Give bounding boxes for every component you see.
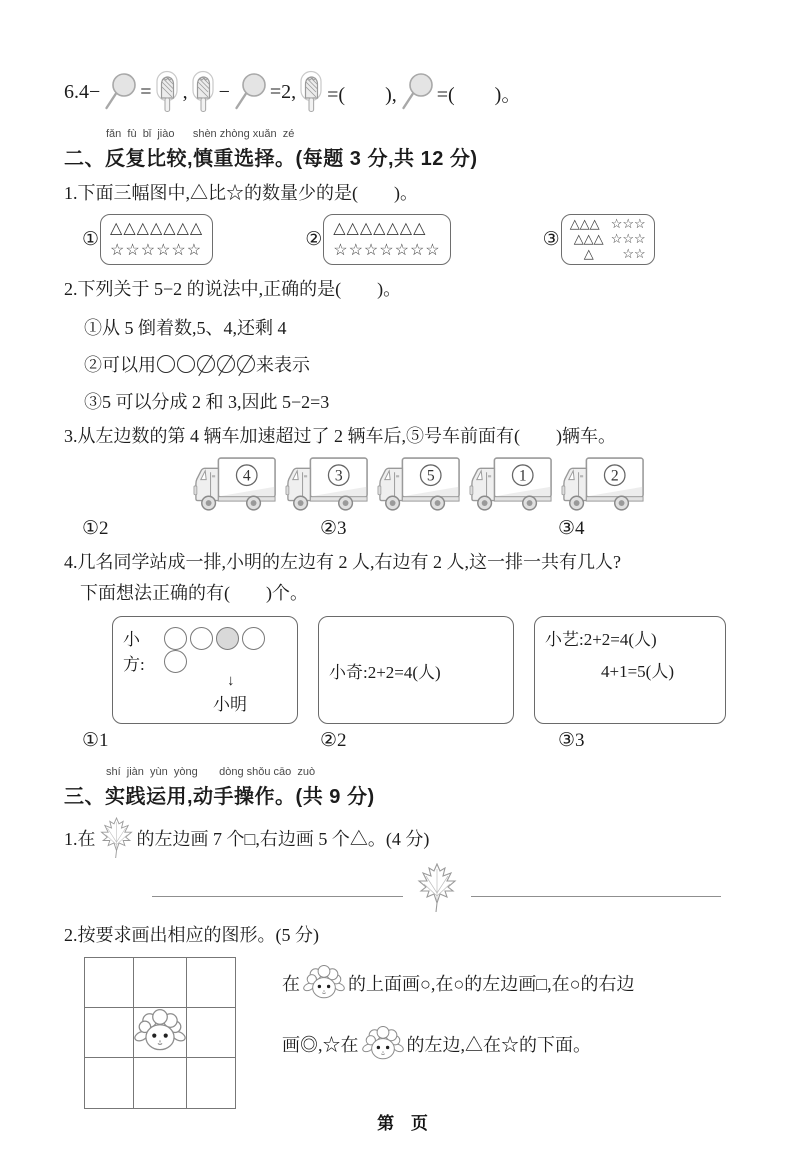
representation-circles xyxy=(156,355,256,375)
question-6 xyxy=(64,70,747,114)
q1-option-3 xyxy=(543,214,655,265)
xiaoqi-text: 小奇:2+2=4(人) xyxy=(329,662,441,682)
xiaoming-label: 小明 xyxy=(213,694,247,714)
option-number: ③ xyxy=(542,229,560,251)
grid-cell xyxy=(85,958,134,1008)
q2-statement-1: ①从 5 倒着数,5、4,还剩 4 xyxy=(84,318,287,339)
truck-icon xyxy=(284,455,370,512)
grid-cell xyxy=(187,1058,236,1108)
q4-line2: 下面想法正确的有( )个。 xyxy=(80,583,308,604)
popsicle-icon xyxy=(299,70,324,114)
q2-statement-2 xyxy=(84,351,747,377)
drawing-grid xyxy=(84,957,236,1109)
page-footer: 第 页 xyxy=(377,1113,434,1133)
option-number: ① xyxy=(82,229,100,251)
text-run: 在 xyxy=(282,974,300,995)
section-3-title: 三、实践运用,动手操作。(共 9 分) xyxy=(64,785,375,808)
down-arrow-icon: ↓ xyxy=(227,673,235,690)
text-run: 6.4− xyxy=(64,80,101,103)
shape-row: △ xyxy=(583,246,594,262)
text-run: , xyxy=(182,80,188,103)
xiaoqi-box xyxy=(318,616,514,724)
shape-row: ☆☆☆ xyxy=(610,216,646,232)
sheep-icon xyxy=(303,965,345,1002)
truck-icon xyxy=(468,455,554,512)
option-number: ② xyxy=(305,229,323,251)
shape-box xyxy=(561,214,655,265)
q2-statement-2-prefix: ②可以用 xyxy=(84,355,156,376)
shape-row: ☆☆☆ xyxy=(610,231,646,247)
xiaoyi-box xyxy=(534,616,726,724)
q3-options-row xyxy=(82,517,747,540)
text-run: =2, xyxy=(269,80,297,103)
grid-cell xyxy=(134,1058,187,1108)
person-circle xyxy=(164,627,187,650)
section-2-pinyin: fǎn fù bǐ jiào shèn zhòng xuǎn zé xyxy=(106,128,295,140)
q2-text: 2.下列关于 5−2 的说法中,正确的是( )。 xyxy=(64,279,402,300)
q1-option-2 xyxy=(305,214,450,265)
q3-option-1: ①2 xyxy=(82,518,109,540)
q4-options-row xyxy=(82,729,747,752)
text-run: 1.在 xyxy=(64,828,96,849)
section-3-header xyxy=(64,766,747,809)
truck-icon xyxy=(376,455,462,512)
person-circle xyxy=(164,650,187,673)
s3q2-instructions xyxy=(282,957,635,1109)
sheep-icon xyxy=(134,1009,186,1055)
text-run: 的左边,△在☆的下面。 xyxy=(406,1035,591,1056)
xiaofang-top xyxy=(123,625,287,675)
text-run: 的上面画○,在○的左边画□,在○的右边 xyxy=(348,974,635,995)
crossed-circle-shape xyxy=(197,355,215,373)
q1-text: 1.下面三幅图中,△比☆的数量少的是( )。 xyxy=(64,183,418,204)
q1-options-row xyxy=(82,214,747,265)
text-run: 画◎,☆在 xyxy=(282,1035,359,1056)
grid-cell xyxy=(187,958,236,1008)
text-run: =( ), xyxy=(327,83,397,106)
shape-row: △△△△△△△ xyxy=(333,220,427,238)
maple-leaf-icon xyxy=(99,817,134,859)
xiaofang-label: 小方: xyxy=(123,630,145,675)
s3q1-text xyxy=(64,817,747,859)
shape-row: △△△ xyxy=(573,231,604,247)
star-cluster xyxy=(611,217,646,262)
lollipop-icon xyxy=(400,72,434,112)
q4-option-3: ③3 xyxy=(558,729,585,751)
grid-cell xyxy=(134,1008,187,1058)
shape-row: ☆☆☆☆☆☆ xyxy=(110,241,203,259)
person-circle xyxy=(216,627,239,650)
section-2-header xyxy=(64,128,747,171)
lollipop-icon xyxy=(233,72,267,112)
lollipop-icon xyxy=(103,72,137,112)
shape-row: ☆☆ xyxy=(622,246,646,262)
q3-text: 3.从左边数的第 4 辆车加速超过了 2 辆车后,⑤号车前面有( )辆车。 xyxy=(64,426,616,447)
truck-row xyxy=(192,455,747,512)
triangle-cluster xyxy=(570,217,604,262)
shape-row: △△△△△△△ xyxy=(110,220,204,238)
shape-box xyxy=(100,214,213,265)
xiaoyi-line1: 小艺:2+2=4(人) xyxy=(545,630,657,650)
q1-option-1 xyxy=(82,214,213,265)
grid-cell xyxy=(85,1008,134,1058)
section-3-pinyin: shí jiàn yùn yòng dòng shǒu cāo zuò xyxy=(106,765,316,778)
q2-statement-3: ③5 可以分成 2 和 3,因此 5−2=3 xyxy=(84,392,330,413)
s3q1-answer-area xyxy=(152,863,721,913)
s3q2-body xyxy=(64,957,747,1109)
crossed-circle-shape xyxy=(217,355,235,373)
xiaoyi-line2: 4+1=5(人) xyxy=(601,662,674,682)
s3q2-line2 xyxy=(282,1026,635,1063)
shape-row: ☆☆☆☆☆☆☆ xyxy=(333,241,441,259)
section-2-title: 二、反复比较,慎重选择。(每题 3 分,共 12 分) xyxy=(64,148,478,171)
popsicle-icon xyxy=(155,70,180,114)
text-run: 的左边画 7 个□,右边画 5 个△。(4 分) xyxy=(136,828,430,849)
grid-cell xyxy=(187,1008,236,1058)
svg-text:5: 5 xyxy=(426,467,435,485)
q3-option-2: ②3 xyxy=(320,518,347,540)
svg-text:1: 1 xyxy=(518,467,527,485)
q3-option-3: ③4 xyxy=(558,518,585,540)
text-run: − xyxy=(218,80,230,103)
svg-text:4: 4 xyxy=(242,467,251,485)
person-circle xyxy=(190,627,213,650)
shape-box xyxy=(323,214,450,265)
maple-leaf-icon xyxy=(416,863,458,913)
q4-option-1: ①1 xyxy=(82,729,109,751)
s3q2-line1 xyxy=(282,965,635,1002)
shape-row: △△△ xyxy=(569,216,600,232)
truck-icon xyxy=(192,455,278,512)
q4-boxes-row xyxy=(112,616,747,724)
maple-leaf-anchor xyxy=(416,863,458,913)
circle-shape xyxy=(177,355,195,373)
truck-icon xyxy=(560,455,646,512)
q2-statement-2-suffix: 来表示 xyxy=(256,355,310,376)
grid-cell xyxy=(134,958,187,1008)
svg-text:2: 2 xyxy=(610,467,619,485)
svg-text:3: 3 xyxy=(334,467,343,485)
q4-line1: 4.几名同学站成一排,小明的左边有 2 人,右边有 2 人,这一排一共有几人? xyxy=(64,552,621,573)
q4-option-2: ②2 xyxy=(320,729,347,751)
crossed-circle-shape xyxy=(237,355,255,373)
xiaofang-box xyxy=(112,616,298,724)
popsicle-icon xyxy=(191,70,216,114)
answer-line-left xyxy=(152,896,403,897)
grid-cell xyxy=(85,1058,134,1108)
text-run: =( )。 xyxy=(436,83,522,106)
s3q2-text: 2.按要求画出相应的图形。(5 分) xyxy=(64,924,319,945)
text-run: = xyxy=(140,80,152,103)
sheep-icon xyxy=(362,1026,404,1063)
person-circle xyxy=(242,627,265,650)
circle-shape xyxy=(157,355,175,373)
xiaofang-circles xyxy=(162,627,287,673)
answer-line-right xyxy=(471,896,722,897)
